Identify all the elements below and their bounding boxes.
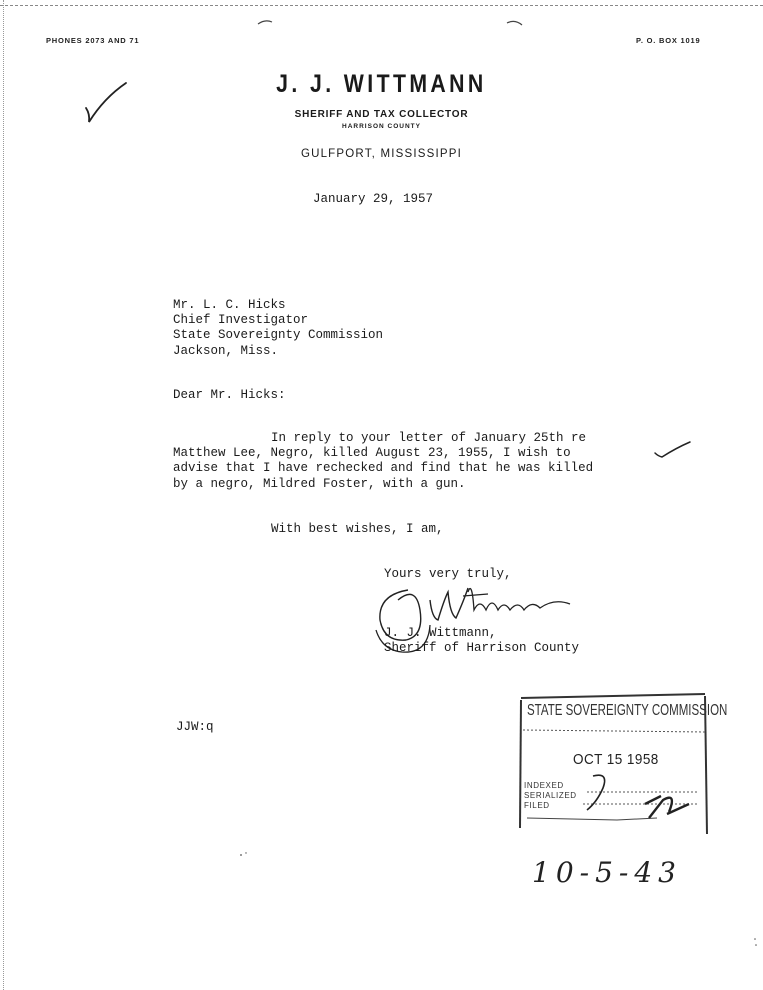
stamp-filed-label: FILED [524,801,550,810]
scan-speck [752,936,760,948]
check-mark-icon [82,80,130,125]
body-line-4: by a negro, Mildred Foster, with a gun. [173,477,466,491]
pen-mark-icon [256,18,276,28]
body-line-1: In reply to your letter of January 25th re [271,431,587,445]
signature-closing: Yours very truly, [384,567,512,581]
salutation: Dear Mr. Hicks: [173,388,286,402]
body-line-3: advise that I have rechecked and find that he was killed [173,461,594,475]
recipient-line-1: Mr. L. C. Hicks [173,298,286,312]
letter-date: January 29, 1957 [313,192,434,206]
stamp-serialized-label: SERIALIZED [524,791,577,800]
letterhead-name: J. J. WITTMANN [276,70,487,98]
page-top-edge [0,0,763,6]
handwritten-file-number: 10-5-43 [532,856,682,889]
recipient-line-4: Jackson, Miss. [173,344,279,358]
check-mark-icon [652,440,692,464]
body-line-2: Matthew Lee, Negro, killed August 23, 1955, I wish to [173,446,571,460]
pen-mark-icon [505,18,525,28]
letterhead-county: HARRISON COUNTY [342,123,421,130]
signature-name: J. J. Wittmann, [384,626,497,640]
recipient-line-2: Chief Investigator [173,313,309,327]
stamp-indexed-label: INDEXED [524,781,564,790]
letterhead-city: GULFPORT, MISSISSIPPI [300,148,463,160]
recipient-line-3: State Sovereignty Commission [173,328,384,342]
po-box-line: P. O. BOX 1019 [636,36,701,45]
stamp-header: STATE SOVEREIGNTY COMMISSION [527,702,728,719]
stamp-date: OCT 15 1958 [573,751,659,768]
letterhead-title: SHERIFF AND TAX COLLECTOR [294,109,469,120]
closing-line: With best wishes, I am, [271,522,444,536]
typist-initials: JJW:q [176,720,214,734]
phones-line: PHONES 2073 AND 71 [46,36,140,45]
scan-speck [238,850,252,860]
signature-title: Sheriff of Harrison County [384,641,580,655]
